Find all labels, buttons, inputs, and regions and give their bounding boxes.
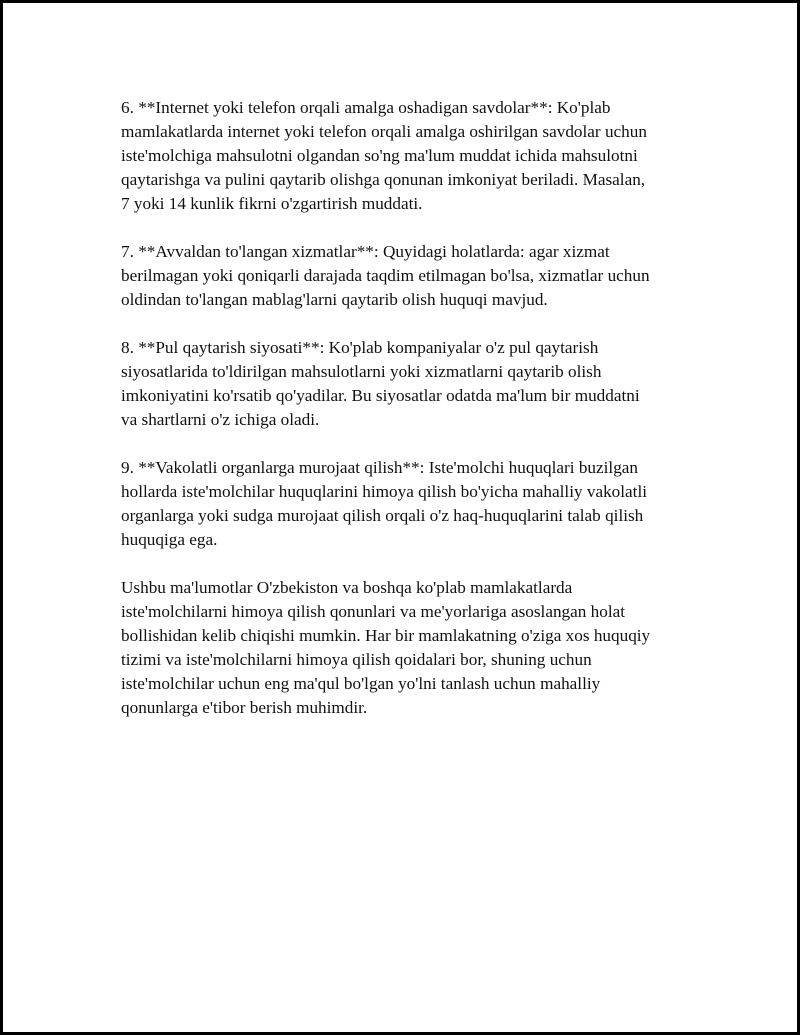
text-line: oldindan to'langan mablag'larni qaytarib olish huquqi mavjud. bbox=[121, 290, 548, 309]
text-line: 7 yoki 14 kunlik fikrni o'zgartirish muddati. bbox=[121, 194, 423, 213]
text-line: qonunlarga e'tibor berish muhimdir. bbox=[121, 698, 368, 717]
paragraph-item-8 bbox=[121, 336, 691, 432]
text-line: siyosatlarida to'ldirilgan mahsulotlarni yoki xizmatlarni qaytarib olish bbox=[121, 362, 602, 381]
text-line: 8. **Pul qaytarish siyosati**: Ko'plab kompaniyalar o'z pul qaytarish bbox=[121, 338, 599, 357]
paragraph-item-7 bbox=[121, 240, 691, 312]
text-line: huquqiga ega. bbox=[121, 530, 218, 549]
text-line: 9. **Vakolatli organlarga murojaat qilish**: Iste'molchi huquqlari buzilgan bbox=[121, 458, 639, 477]
text-line: 7. **Avvaldan to'langan xizmatlar**: Quyidagi holatlarda: agar xizmat bbox=[121, 242, 610, 261]
text-line: va shartlarni o'z ichiga oladi. bbox=[121, 410, 320, 429]
paragraph-item-6 bbox=[121, 96, 691, 216]
text-line: hollarda iste'molchilar huquqlarini himoya qilish bo'yicha mahalliy vakolatli bbox=[121, 482, 647, 501]
text-line: qaytarishga va pulini qaytarib olishga qonunan imkoniyat beriladi. Masalan, bbox=[121, 170, 646, 189]
text-line: Ushbu ma'lumotlar O'zbekiston va boshqa ko'plab mamlakatlarda bbox=[121, 578, 573, 597]
text-line: organlarga yoki sudga murojaat qilish orqali o'z haq-huquqlarini talab qilish bbox=[121, 506, 644, 525]
text-line: imkoniyatini ko'rsatib qo'yadilar. Bu siyosatlar odatda ma'lum bir muddatni bbox=[121, 386, 640, 405]
paragraph-item-9 bbox=[121, 456, 691, 552]
text-line: 6. **Internet yoki telefon orqali amalga oshadigan savdolar**: Ko'plab bbox=[121, 98, 611, 117]
text-line: tizimi va iste'molchilarni himoya qilish qoidalari bor, shuning uchun bbox=[121, 650, 592, 669]
document-body bbox=[121, 96, 691, 744]
text-line: bollishidan kelib chiqishi mumkin. Har bir mamlakatning o'ziga xos huquqiy bbox=[121, 626, 651, 645]
text-line: iste'molchilar uchun eng ma'qul bo'lgan yo'lni tanlash uchun mahalliy bbox=[121, 674, 601, 693]
text-line: berilmagan yoki qoniqarli darajada taqdim etilmagan bo'lsa, xizmatlar uchun bbox=[121, 266, 650, 285]
text-line: iste'molchiga mahsulotni olgandan so'ng ma'lum muddat ichida mahsulotni bbox=[121, 146, 638, 165]
text-line: mamlakatlarda internet yoki telefon orqali amalga oshirilgan savdolar uchun bbox=[121, 122, 647, 141]
text-line: iste'molchilarni himoya qilish qonunlari va me'yorlariga asoslangan holat bbox=[121, 602, 626, 621]
paragraph-conclusion bbox=[121, 576, 691, 720]
